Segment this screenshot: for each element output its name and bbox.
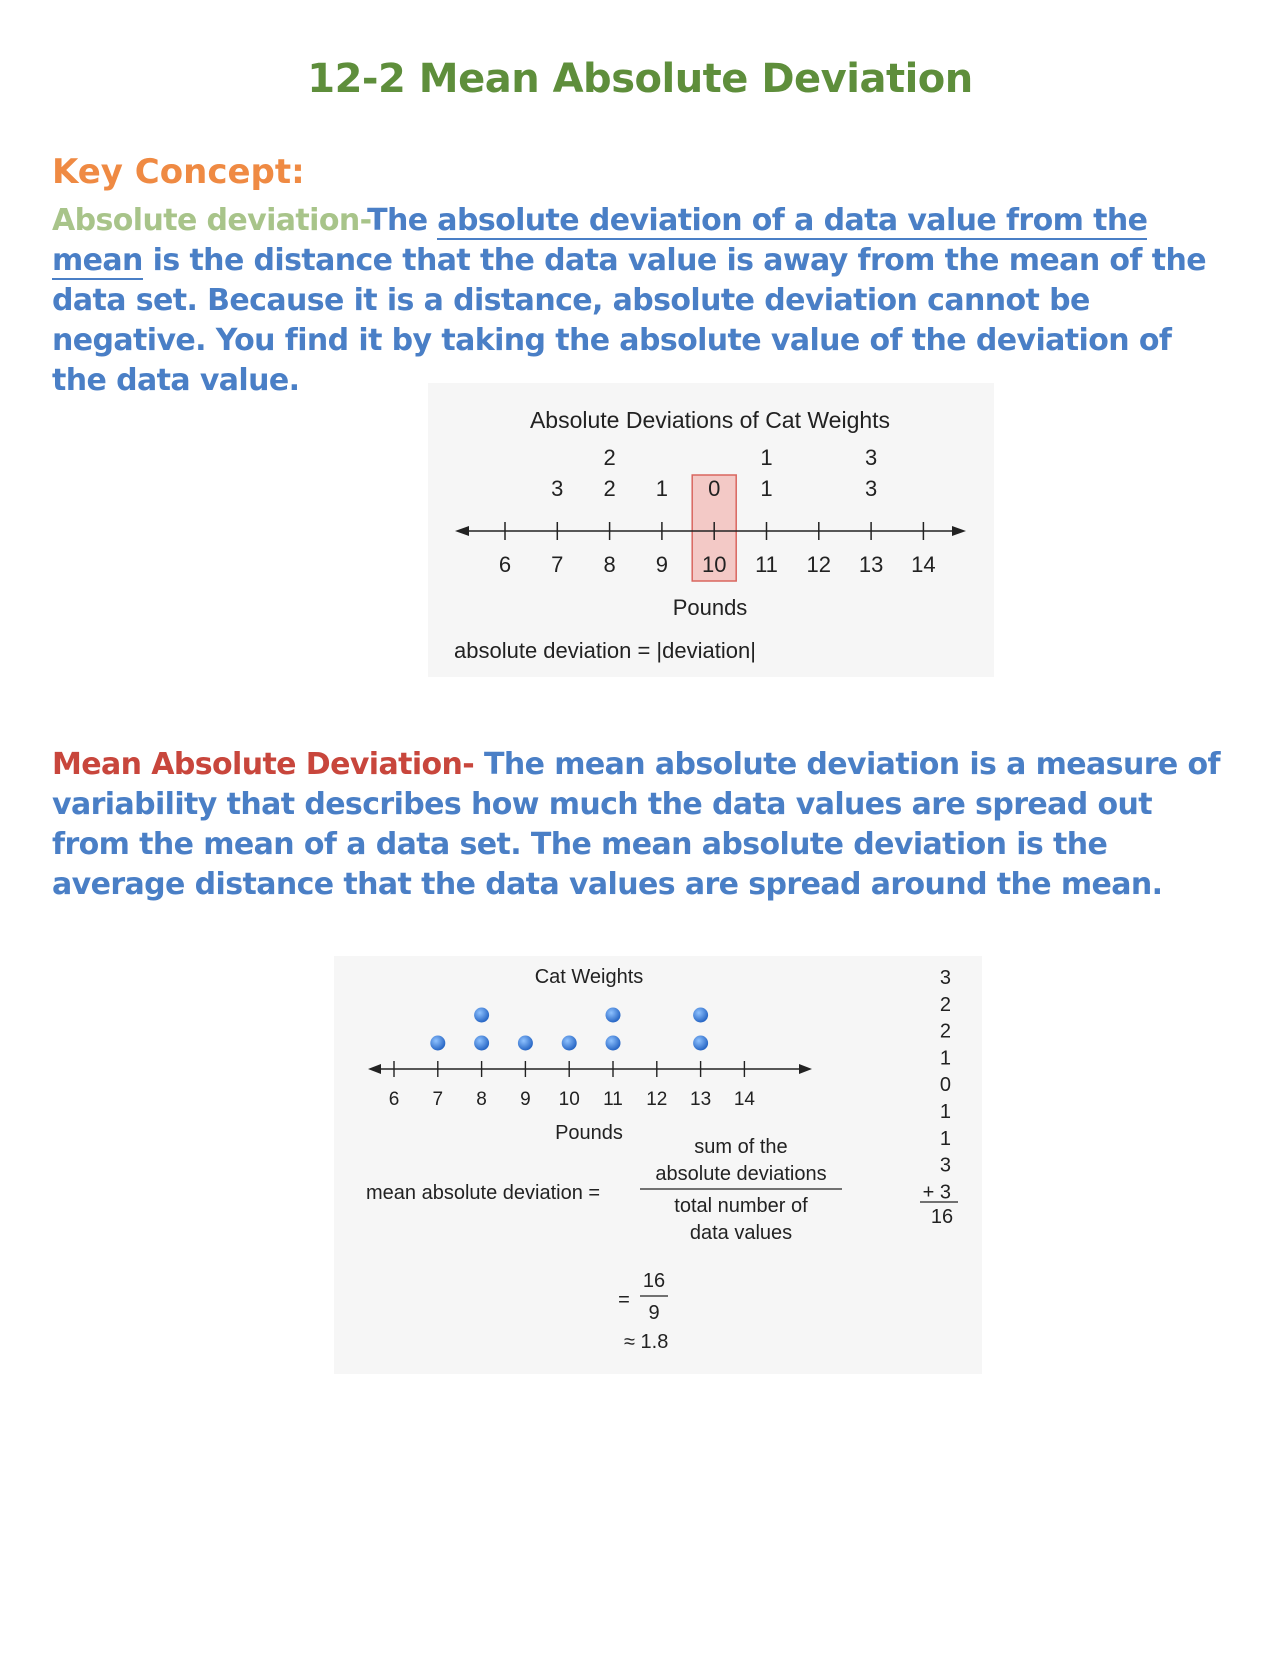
sum-column-value: 1 <box>939 1127 951 1150</box>
tick-label: 13 <box>858 552 884 577</box>
step-denominator: 9 <box>648 1302 660 1324</box>
step-equals: = <box>618 1289 630 1311</box>
deviation-label: 0 <box>708 476 721 501</box>
data-dot <box>474 1008 489 1023</box>
right-arrow <box>952 526 966 536</box>
denominator-line1: total number of <box>674 1195 808 1217</box>
sum-column-value: 0 <box>939 1074 951 1097</box>
mean-absolute-deviation-definition <box>52 745 1232 905</box>
data-dot <box>693 1008 708 1023</box>
deviation-label: 3 <box>864 445 878 470</box>
deviation-label: 3 <box>551 476 564 501</box>
dot-plot-tick-label: 10 <box>558 1089 580 1110</box>
tick-label: 8 <box>603 552 616 577</box>
dot-plot-tick-label: 14 <box>733 1089 755 1110</box>
figure2-axis-label: Pounds <box>555 1122 623 1144</box>
data-dot <box>693 1036 708 1051</box>
absolute-deviations-figure <box>428 383 994 677</box>
dot-plot-left-arrow <box>368 1064 381 1074</box>
mad-definition-text: The mean absolute deviation is a measure of variability that describes how much the data values are spread out from the mean of a data set. The mean absolute deviation is the average distance that the data values are spread around the mean. <box>52 747 1220 902</box>
deviation-label: 1 <box>760 476 773 501</box>
dot-plot-tick-label: 8 <box>476 1089 487 1110</box>
numerator-line1: sum of the <box>694 1136 788 1158</box>
definition-underlined-phrase: absolute deviation of a data value from the mean <box>52 203 1148 278</box>
mad-term: Mean Absolute Deviation- <box>52 747 475 782</box>
sum-column-value: + 3 <box>922 1181 951 1204</box>
data-dot <box>518 1036 533 1051</box>
tick-label: 7 <box>551 552 564 577</box>
dot-plot-tick-label: 9 <box>520 1089 531 1110</box>
sum-column-value: 1 <box>939 1101 951 1123</box>
deviation-label: 1 <box>760 445 773 470</box>
sum-column-value: 3 <box>939 1154 951 1177</box>
definition-text-start: The <box>367 203 438 238</box>
figure1-formula: absolute deviation = |deviation| <box>454 638 756 663</box>
step-numerator: 16 <box>642 1270 666 1292</box>
dot-plot-tick-label: 6 <box>388 1089 400 1110</box>
sum-column-value: 2 <box>939 993 951 1016</box>
dot-plot-right-arrow <box>799 1064 812 1074</box>
figure1-axis-label: Pounds <box>672 595 748 620</box>
sum-total: 16 <box>930 1206 954 1228</box>
dot-plot-tick-label: 12 <box>646 1089 668 1110</box>
deviation-label: 3 <box>864 476 878 501</box>
data-dot <box>606 1008 621 1023</box>
data-dot <box>562 1036 577 1051</box>
tick-label: 11 <box>755 552 778 577</box>
absolute-deviation-definition <box>52 201 1232 401</box>
page-title: 12-2 Mean Absolute Deviation <box>307 56 973 102</box>
dot-plot-tick-label: 13 <box>690 1089 712 1110</box>
numerator-line2: absolute deviations <box>655 1163 827 1185</box>
denominator-line2: data values <box>689 1222 793 1244</box>
tick-label: 6 <box>498 552 512 577</box>
figure1-title: Absolute Deviations of Cat Weights <box>529 407 891 433</box>
cat-weights-figure <box>334 956 982 1374</box>
tick-label: 9 <box>655 552 669 577</box>
deviation-label: 2 <box>603 445 616 470</box>
figure2-title: Cat Weights <box>534 966 644 988</box>
deviation-label: 2 <box>603 476 616 501</box>
approx-result: ≈ 1.8 <box>624 1331 669 1353</box>
deviation-label: 1 <box>655 476 669 501</box>
tick-label: 10 <box>701 552 727 577</box>
data-dot <box>474 1036 489 1051</box>
sum-column-value: 3 <box>939 967 951 989</box>
data-dot <box>606 1036 621 1051</box>
tick-label: 14 <box>911 552 936 577</box>
sum-column-value: 2 <box>939 1020 951 1043</box>
left-arrow <box>455 526 469 536</box>
dot-plot-tick-label: 7 <box>432 1089 444 1110</box>
tick-label: 12 <box>806 552 832 577</box>
absolute-deviation-term: Absolute deviation- <box>52 203 368 238</box>
dot-plot-tick-label: 11 <box>603 1089 623 1110</box>
definition-text-rest: is the distance that the data value is away from the mean of the data set. Because it is a distance, absolute deviation cannot be negative. You find it by taking the absolute value of the deviation of the data value. <box>52 243 1206 398</box>
mad-formula-label: mean absolute deviation = <box>366 1182 601 1204</box>
data-dot <box>430 1036 445 1051</box>
key-concept-heading: Key Concept: <box>52 152 305 192</box>
sum-column-value: 1 <box>939 1047 951 1070</box>
